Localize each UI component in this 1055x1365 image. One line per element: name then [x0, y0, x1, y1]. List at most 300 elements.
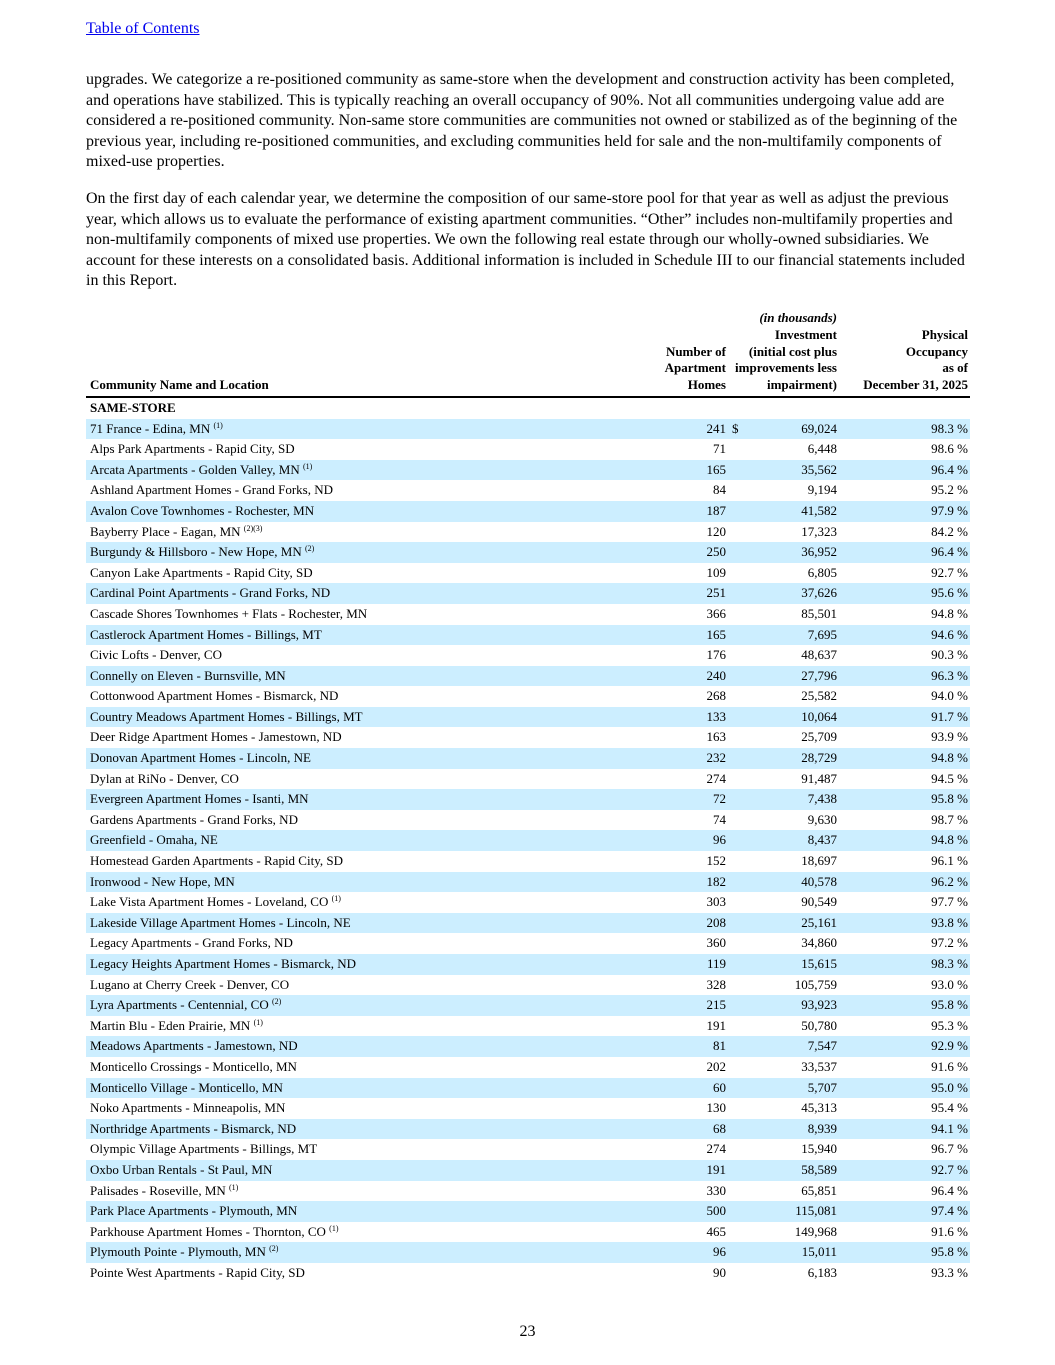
- apartment-homes-cell: 152: [706, 853, 726, 869]
- currency-symbol: [728, 975, 748, 996]
- footnote-marker: (1): [329, 1223, 339, 1233]
- header-investment-note: (in thousands): [759, 310, 837, 325]
- header-investment: [728, 310, 839, 397]
- community-name-cell: [86, 830, 652, 851]
- occupancy-cell: 84.2 %: [931, 523, 968, 539]
- investment-cell: 9,194: [807, 482, 837, 498]
- apartment-homes-cell: 250: [652, 542, 728, 563]
- community-name-cell: [86, 522, 652, 543]
- community-name-cell: [86, 625, 652, 646]
- occupancy-cell: 94.1 %: [839, 1119, 970, 1140]
- community-name-cell: [86, 727, 652, 748]
- apartment-homes-cell: 133: [652, 707, 728, 728]
- currency-symbol: [728, 1016, 748, 1037]
- header-community-name-label: Community Name and Location: [90, 377, 269, 393]
- community-name-cell: [86, 933, 652, 954]
- community-name-cell: [86, 1181, 652, 1202]
- occupancy-cell: 95.0 %: [839, 1078, 970, 1099]
- community-name-cell: [86, 501, 652, 522]
- real-estate-table: [86, 310, 970, 1284]
- community-name: Gardens Apartments - Grand Forks, ND: [90, 811, 298, 827]
- occupancy-cell: 95.8 %: [839, 1242, 970, 1263]
- table-of-contents-link[interactable]: Table of Contents: [86, 20, 200, 37]
- community-name: Northridge Apartments - Bismarck, ND: [90, 1120, 297, 1136]
- table-row: [86, 439, 970, 460]
- currency-symbol: [728, 1201, 748, 1222]
- table-row: [86, 748, 970, 769]
- apartment-homes-cell: 268: [706, 688, 726, 704]
- community-name-cell: [86, 872, 652, 893]
- table-row: [86, 1016, 970, 1037]
- investment-cell: 69,024: [748, 419, 839, 440]
- occupancy-cell: 96.7 %: [931, 1141, 968, 1157]
- community-name: Bayberry Place - Eagan, MN: [90, 523, 241, 539]
- community-name-cell: [86, 1098, 652, 1119]
- apartment-homes-cell: 500: [652, 1201, 728, 1222]
- table-row: [86, 625, 970, 646]
- occupancy-cell: 91.6 %: [931, 1058, 968, 1074]
- community-name: Alps Park Apartments - Rapid City, SD: [90, 441, 295, 457]
- apartment-homes-cell: 303: [706, 894, 726, 910]
- currency-symbol: [728, 1119, 748, 1140]
- community-name: Noko Apartments - Minneapolis, MN: [90, 1100, 286, 1116]
- investment-cell: 35,562: [748, 460, 839, 481]
- community-name-cell: [86, 995, 652, 1016]
- occupancy-cell: 98.3 %: [839, 419, 970, 440]
- currency-symbol: [728, 1242, 748, 1263]
- occupancy-cell: 96.3 %: [839, 666, 970, 687]
- table-row: [86, 1222, 970, 1243]
- community-name: Parkhouse Apartment Homes - Thornton, CO: [90, 1223, 326, 1239]
- occupancy-cell: 92.7 %: [931, 564, 968, 580]
- apartment-homes-cell: 71: [713, 441, 726, 457]
- header-homes-line3: Homes: [687, 377, 726, 393]
- occupancy-cell: 95.8 %: [839, 789, 970, 810]
- currency-symbol: [728, 933, 748, 954]
- investment-cell: 18,697: [801, 853, 837, 869]
- apartment-homes-cell: 328: [706, 976, 726, 992]
- community-name-cell: [86, 1263, 652, 1284]
- currency-symbol: [728, 460, 748, 481]
- table-row: [86, 583, 970, 604]
- apartment-homes-cell: 96: [652, 830, 728, 851]
- page-number: 23: [519, 1323, 536, 1340]
- apartment-homes-cell: 215: [652, 995, 728, 1016]
- currency-symbol: [728, 1263, 748, 1284]
- apartment-homes-cell: 208: [652, 913, 728, 934]
- community-name: Homestead Garden Apartments - Rapid City, SD: [90, 853, 343, 869]
- table-row: [86, 975, 970, 996]
- header-apartment-homes: [652, 310, 728, 397]
- table-row: [86, 480, 970, 501]
- table-row: [86, 810, 970, 831]
- community-name-cell: [86, 1016, 652, 1037]
- apartment-homes-cell: 165: [652, 625, 728, 646]
- occupancy-cell: 93.0 %: [931, 976, 968, 992]
- investment-cell: 105,759: [794, 976, 837, 992]
- investment-cell: 8,939: [748, 1119, 839, 1140]
- investment-cell: 15,615: [748, 954, 839, 975]
- footnote-marker: (1): [303, 461, 313, 471]
- table-row: [86, 1139, 970, 1160]
- community-name: Pointe West Apartments - Rapid City, SD: [90, 1264, 305, 1280]
- investment-cell: 41,582: [748, 501, 839, 522]
- investment-cell: 36,952: [748, 542, 839, 563]
- community-name-cell: [86, 480, 652, 501]
- currency-symbol: [728, 789, 748, 810]
- community-name-cell: [86, 604, 652, 625]
- community-name: Olympic Village Apartments - Billings, MT: [90, 1141, 318, 1157]
- community-name-cell: [86, 913, 652, 934]
- currency-symbol: [728, 810, 748, 831]
- community-name: 71 France - Edina, MN: [90, 420, 211, 436]
- occupancy-cell: 97.7 %: [931, 894, 968, 910]
- investment-cell: 6,183: [807, 1264, 837, 1280]
- currency-symbol: [728, 501, 748, 522]
- header-occupancy-line3: as of: [942, 360, 968, 376]
- apartment-homes-cell: 191: [652, 1160, 728, 1181]
- community-name: Meadows Apartments - Jamestown, ND: [90, 1038, 298, 1054]
- table-row: [86, 892, 970, 913]
- apartment-homes-cell: 274: [706, 1141, 726, 1157]
- table-row: [86, 1263, 970, 1284]
- occupancy-cell: 94.6 %: [839, 625, 970, 646]
- community-name: Canyon Lake Apartments - Rapid City, SD: [90, 564, 313, 580]
- currency-symbol: [728, 1181, 748, 1202]
- community-name-cell: [86, 645, 652, 666]
- community-name: Cardinal Point Apartments - Grand Forks, ND: [90, 585, 331, 601]
- table-row: [86, 707, 970, 728]
- apartment-homes-cell: 68: [652, 1119, 728, 1140]
- occupancy-cell: 95.2 %: [931, 482, 968, 498]
- table-row: [86, 1057, 970, 1078]
- community-name-cell: [86, 419, 652, 440]
- community-name-cell: [86, 1160, 652, 1181]
- header-homes-line1: Number of: [665, 343, 726, 359]
- apartment-homes-cell: 240: [652, 666, 728, 687]
- community-name-cell: [86, 583, 652, 604]
- footnote-marker: (2): [304, 544, 315, 554]
- apartment-homes-cell: 60: [652, 1078, 728, 1099]
- currency-symbol: [728, 439, 748, 460]
- community-name-cell: [86, 810, 652, 831]
- apartment-homes-cell: 241: [652, 419, 728, 440]
- currency-symbol: [728, 604, 748, 625]
- currency-symbol: [728, 913, 748, 934]
- community-name: Evergreen Apartment Homes - Isanti, MN: [90, 791, 309, 807]
- community-name: Lakeside Village Apartment Homes - Lincoln, NE: [90, 914, 351, 930]
- community-name: Connelly on Eleven - Burnsville, MN: [90, 667, 286, 683]
- community-name: Lugano at Cherry Creek - Denver, CO: [90, 976, 290, 992]
- apartment-homes-cell: 366: [706, 605, 726, 621]
- community-name-cell: [86, 892, 652, 913]
- table-row: [86, 686, 970, 707]
- community-name-cell: [86, 439, 652, 460]
- currency-symbol: [728, 1098, 748, 1119]
- community-name: Cottonwood Apartment Homes - Bismarck, ND: [90, 688, 339, 704]
- community-name: Burgundy & Hillsboro - New Hope, MN: [90, 544, 302, 560]
- table-row: [86, 1201, 970, 1222]
- community-name-cell: [86, 789, 652, 810]
- investment-cell: 15,940: [801, 1141, 837, 1157]
- table-row: [86, 542, 970, 563]
- currency-symbol: [728, 1057, 748, 1078]
- table-row: [86, 522, 970, 543]
- currency-symbol: [728, 748, 748, 769]
- header-occupancy-line1: Physical: [921, 326, 968, 342]
- apartment-homes-cell: 163: [706, 729, 726, 745]
- currency-symbol: [728, 872, 748, 893]
- community-name-cell: [86, 1242, 652, 1263]
- apartment-homes-cell: 330: [706, 1182, 726, 1198]
- apartment-homes-cell: 109: [706, 564, 726, 580]
- currency-symbol: [728, 645, 748, 666]
- community-name: Donovan Apartment Homes - Lincoln, NE: [90, 750, 311, 766]
- investment-cell: 7,547: [748, 1036, 839, 1057]
- investment-cell: 7,438: [748, 789, 839, 810]
- table-row: [86, 995, 970, 1016]
- occupancy-cell: 96.1 %: [931, 853, 968, 869]
- community-name-cell: [86, 851, 652, 872]
- currency-symbol: [728, 954, 748, 975]
- investment-cell: 25,709: [801, 729, 837, 745]
- table-row: [86, 419, 970, 440]
- footnote-marker: (1): [229, 1182, 239, 1192]
- occupancy-cell: 91.7 %: [839, 707, 970, 728]
- investment-cell: 25,582: [801, 688, 837, 704]
- occupancy-cell: 95.4 %: [931, 1100, 968, 1116]
- currency-symbol: [728, 707, 748, 728]
- community-name: Civic Lofts - Denver, CO: [90, 647, 222, 663]
- occupancy-cell: 97.2 %: [931, 935, 968, 951]
- apartment-homes-cell: 130: [706, 1100, 726, 1116]
- occupancy-cell: 95.3 %: [931, 1017, 968, 1033]
- community-name-cell: [86, 748, 652, 769]
- currency-symbol: [728, 892, 748, 913]
- header-investment-line1: Investment: [774, 326, 837, 342]
- occupancy-cell: 97.4 %: [839, 1201, 970, 1222]
- community-name: Legacy Heights Apartment Homes - Bismarck, ND: [90, 956, 357, 972]
- apartment-homes-cell: 187: [652, 501, 728, 522]
- community-name: Country Meadows Apartment Homes - Billings, MT: [90, 708, 363, 724]
- apartment-homes-cell: 90: [713, 1264, 726, 1280]
- currency-symbol: [728, 830, 748, 851]
- footnote-marker: (1): [253, 1017, 263, 1027]
- community-name: Monticello Village - Monticello, MN: [90, 1079, 283, 1095]
- investment-cell: 25,161: [748, 913, 839, 934]
- currency-symbol: $: [728, 419, 748, 440]
- investment-cell: 9,630: [807, 811, 837, 827]
- community-name: Cascade Shores Townhomes + Flats - Rochester, MN: [90, 605, 368, 621]
- section-label: SAME-STORE: [90, 399, 176, 415]
- header-community-name: [86, 310, 652, 397]
- apartment-homes-cell: 84: [713, 482, 726, 498]
- currency-symbol: [728, 563, 748, 584]
- apartment-homes-cell: 182: [652, 872, 728, 893]
- occupancy-cell: 92.7 %: [839, 1160, 970, 1181]
- apartment-homes-cell: 274: [706, 770, 726, 786]
- apartment-homes-cell: 191: [706, 1017, 726, 1033]
- table-row: [86, 913, 970, 934]
- community-name-cell: [86, 1222, 652, 1243]
- occupancy-cell: 92.9 %: [839, 1036, 970, 1057]
- table-row: [86, 1160, 970, 1181]
- investment-cell: 58,589: [748, 1160, 839, 1181]
- table-row: [86, 666, 970, 687]
- community-name: Lake Vista Apartment Homes - Loveland, CO: [90, 894, 329, 910]
- occupancy-cell: 96.4 %: [839, 542, 970, 563]
- community-name-cell: [86, 666, 652, 687]
- investment-cell: 15,011: [748, 1242, 839, 1263]
- table-row: [86, 769, 970, 790]
- community-name: Park Place Apartments - Plymouth, MN: [90, 1203, 298, 1219]
- table-row: [86, 830, 970, 851]
- table-row: [86, 460, 970, 481]
- community-name-cell: [86, 563, 652, 584]
- community-name-cell: [86, 975, 652, 996]
- occupancy-cell: 98.6 %: [931, 441, 968, 457]
- occupancy-cell: 94.0 %: [931, 688, 968, 704]
- investment-cell: 149,968: [794, 1223, 837, 1239]
- occupancy-cell: 90.3 %: [931, 647, 968, 663]
- table-row: [86, 727, 970, 748]
- table-row: [86, 501, 970, 522]
- occupancy-cell: 95.6 %: [839, 583, 970, 604]
- occupancy-cell: 98.7 %: [931, 811, 968, 827]
- currency-symbol: [728, 666, 748, 687]
- currency-symbol: [728, 1078, 748, 1099]
- apartment-homes-cell: 74: [713, 811, 726, 827]
- currency-symbol: [728, 995, 748, 1016]
- community-name: Greenfield - Omaha, NE: [90, 832, 218, 848]
- table-header-row: [86, 310, 970, 397]
- apartment-homes-cell: 202: [706, 1058, 726, 1074]
- investment-cell: 50,780: [801, 1017, 837, 1033]
- occupancy-cell: 91.6 %: [931, 1223, 968, 1239]
- header-occupancy-line4: December 31, 2025: [863, 377, 968, 393]
- table-row: [86, 851, 970, 872]
- community-name-cell: [86, 707, 652, 728]
- community-name: Deer Ridge Apartment Homes - Jamestown, ND: [90, 729, 342, 745]
- investment-cell: 27,796: [748, 666, 839, 687]
- occupancy-cell: 94.8 %: [839, 830, 970, 851]
- header-investment-line3: improvements less: [735, 360, 837, 376]
- investment-cell: 34,860: [801, 935, 837, 951]
- investment-cell: 45,313: [801, 1100, 837, 1116]
- investment-cell: 90,549: [801, 894, 837, 910]
- currency-symbol: [728, 625, 748, 646]
- investment-cell: 91,487: [801, 770, 837, 786]
- apartment-homes-cell: 119: [652, 954, 728, 975]
- footnote-marker: (2): [271, 997, 282, 1007]
- section-row-same-store: [86, 397, 970, 419]
- community-name-cell: [86, 1139, 652, 1160]
- occupancy-cell: 93.3 %: [931, 1264, 968, 1280]
- footnote-marker: (2): [269, 1244, 279, 1254]
- currency-symbol: [728, 851, 748, 872]
- occupancy-cell: 94.8 %: [839, 748, 970, 769]
- investment-cell: 17,323: [801, 523, 837, 539]
- occupancy-cell: 93.9 %: [931, 729, 968, 745]
- investment-cell: 33,537: [801, 1058, 837, 1074]
- currency-symbol: [728, 1139, 748, 1160]
- community-name-cell: [86, 460, 652, 481]
- occupancy-cell: 98.3 %: [839, 954, 970, 975]
- investment-cell: 28,729: [748, 748, 839, 769]
- community-name: Avalon Cove Townhomes - Rochester, MN: [90, 502, 315, 518]
- apartment-homes-cell: 120: [706, 523, 726, 539]
- investment-cell: 85,501: [801, 605, 837, 621]
- currency-symbol: [728, 1222, 748, 1243]
- table-row: [86, 1181, 970, 1202]
- occupancy-cell: 96.4 %: [839, 460, 970, 481]
- currency-symbol: [728, 686, 748, 707]
- community-name-cell: [86, 1057, 652, 1078]
- investment-cell: 48,637: [801, 647, 837, 663]
- table-row: [86, 1078, 970, 1099]
- occupancy-cell: 93.8 %: [839, 913, 970, 934]
- community-name-cell: [86, 769, 652, 790]
- currency-symbol: [728, 480, 748, 501]
- investment-cell: 40,578: [748, 872, 839, 893]
- header-occupancy-line2: Occupancy: [905, 343, 968, 359]
- community-name: Dylan at RiNo - Denver, CO: [90, 770, 239, 786]
- investment-cell: 37,626: [748, 583, 839, 604]
- community-name: Legacy Apartments - Grand Forks, ND: [90, 935, 293, 951]
- currency-symbol: [728, 583, 748, 604]
- footnote-marker: (1): [331, 894, 341, 904]
- investment-cell: 65,851: [801, 1182, 837, 1198]
- currency-symbol: [728, 542, 748, 563]
- community-name-cell: [86, 954, 652, 975]
- apartment-homes-cell: 81: [652, 1036, 728, 1057]
- investment-cell: 6,448: [807, 441, 837, 457]
- community-name: Arcata Apartments - Golden Valley, MN: [90, 461, 300, 477]
- community-name: Plymouth Pointe - Plymouth, MN: [90, 1244, 266, 1260]
- community-name: Palisades - Roseville, MN: [90, 1182, 226, 1198]
- header-homes-line2: Apartment: [664, 360, 726, 376]
- apartment-homes-cell: 72: [652, 789, 728, 810]
- header-occupancy: [839, 310, 970, 397]
- apartment-homes-cell: 465: [706, 1223, 726, 1239]
- table-row: [86, 1119, 970, 1140]
- apartment-homes-cell: 165: [652, 460, 728, 481]
- apartment-homes-cell: 232: [652, 748, 728, 769]
- apartment-homes-cell: 96: [652, 1242, 728, 1263]
- community-name-cell: [86, 1036, 652, 1057]
- table-row: [86, 604, 970, 625]
- table-row: [86, 563, 970, 584]
- occupancy-cell: 95.8 %: [839, 995, 970, 1016]
- investment-cell: 93,923: [748, 995, 839, 1016]
- currency-symbol: [728, 522, 748, 543]
- investment-cell: 8,437: [748, 830, 839, 851]
- occupancy-cell: 94.8 %: [931, 605, 968, 621]
- currency-symbol: [728, 1036, 748, 1057]
- community-name-cell: [86, 1078, 652, 1099]
- occupancy-cell: 96.4 %: [931, 1182, 968, 1198]
- occupancy-cell: 94.5 %: [931, 770, 968, 786]
- community-name: Martin Blu - Eden Prairie, MN: [90, 1017, 251, 1033]
- community-name-cell: [86, 1201, 652, 1222]
- header-investment-line4: impairment): [766, 377, 837, 393]
- table-row: [86, 872, 970, 893]
- table-row: [86, 954, 970, 975]
- apartment-homes-cell: 360: [706, 935, 726, 951]
- investment-cell: 5,707: [748, 1078, 839, 1099]
- intro-paragraph-1: upgrades. We categorize a re-positioned community as same-store when the development and construction activity has been completed, and operations have stabilized. This is typically reaching an overall occupancy of 90%. Not all communities undergoing value add are considered a re-positioned community. Non-same store communities are communities not owned or stabilized as of the beginning of the previous year, including re-positioned communities, and excluding communities held for sale and the non-multifamily components of mixed-use properties.: [86, 71, 958, 171]
- community-name-cell: [86, 542, 652, 563]
